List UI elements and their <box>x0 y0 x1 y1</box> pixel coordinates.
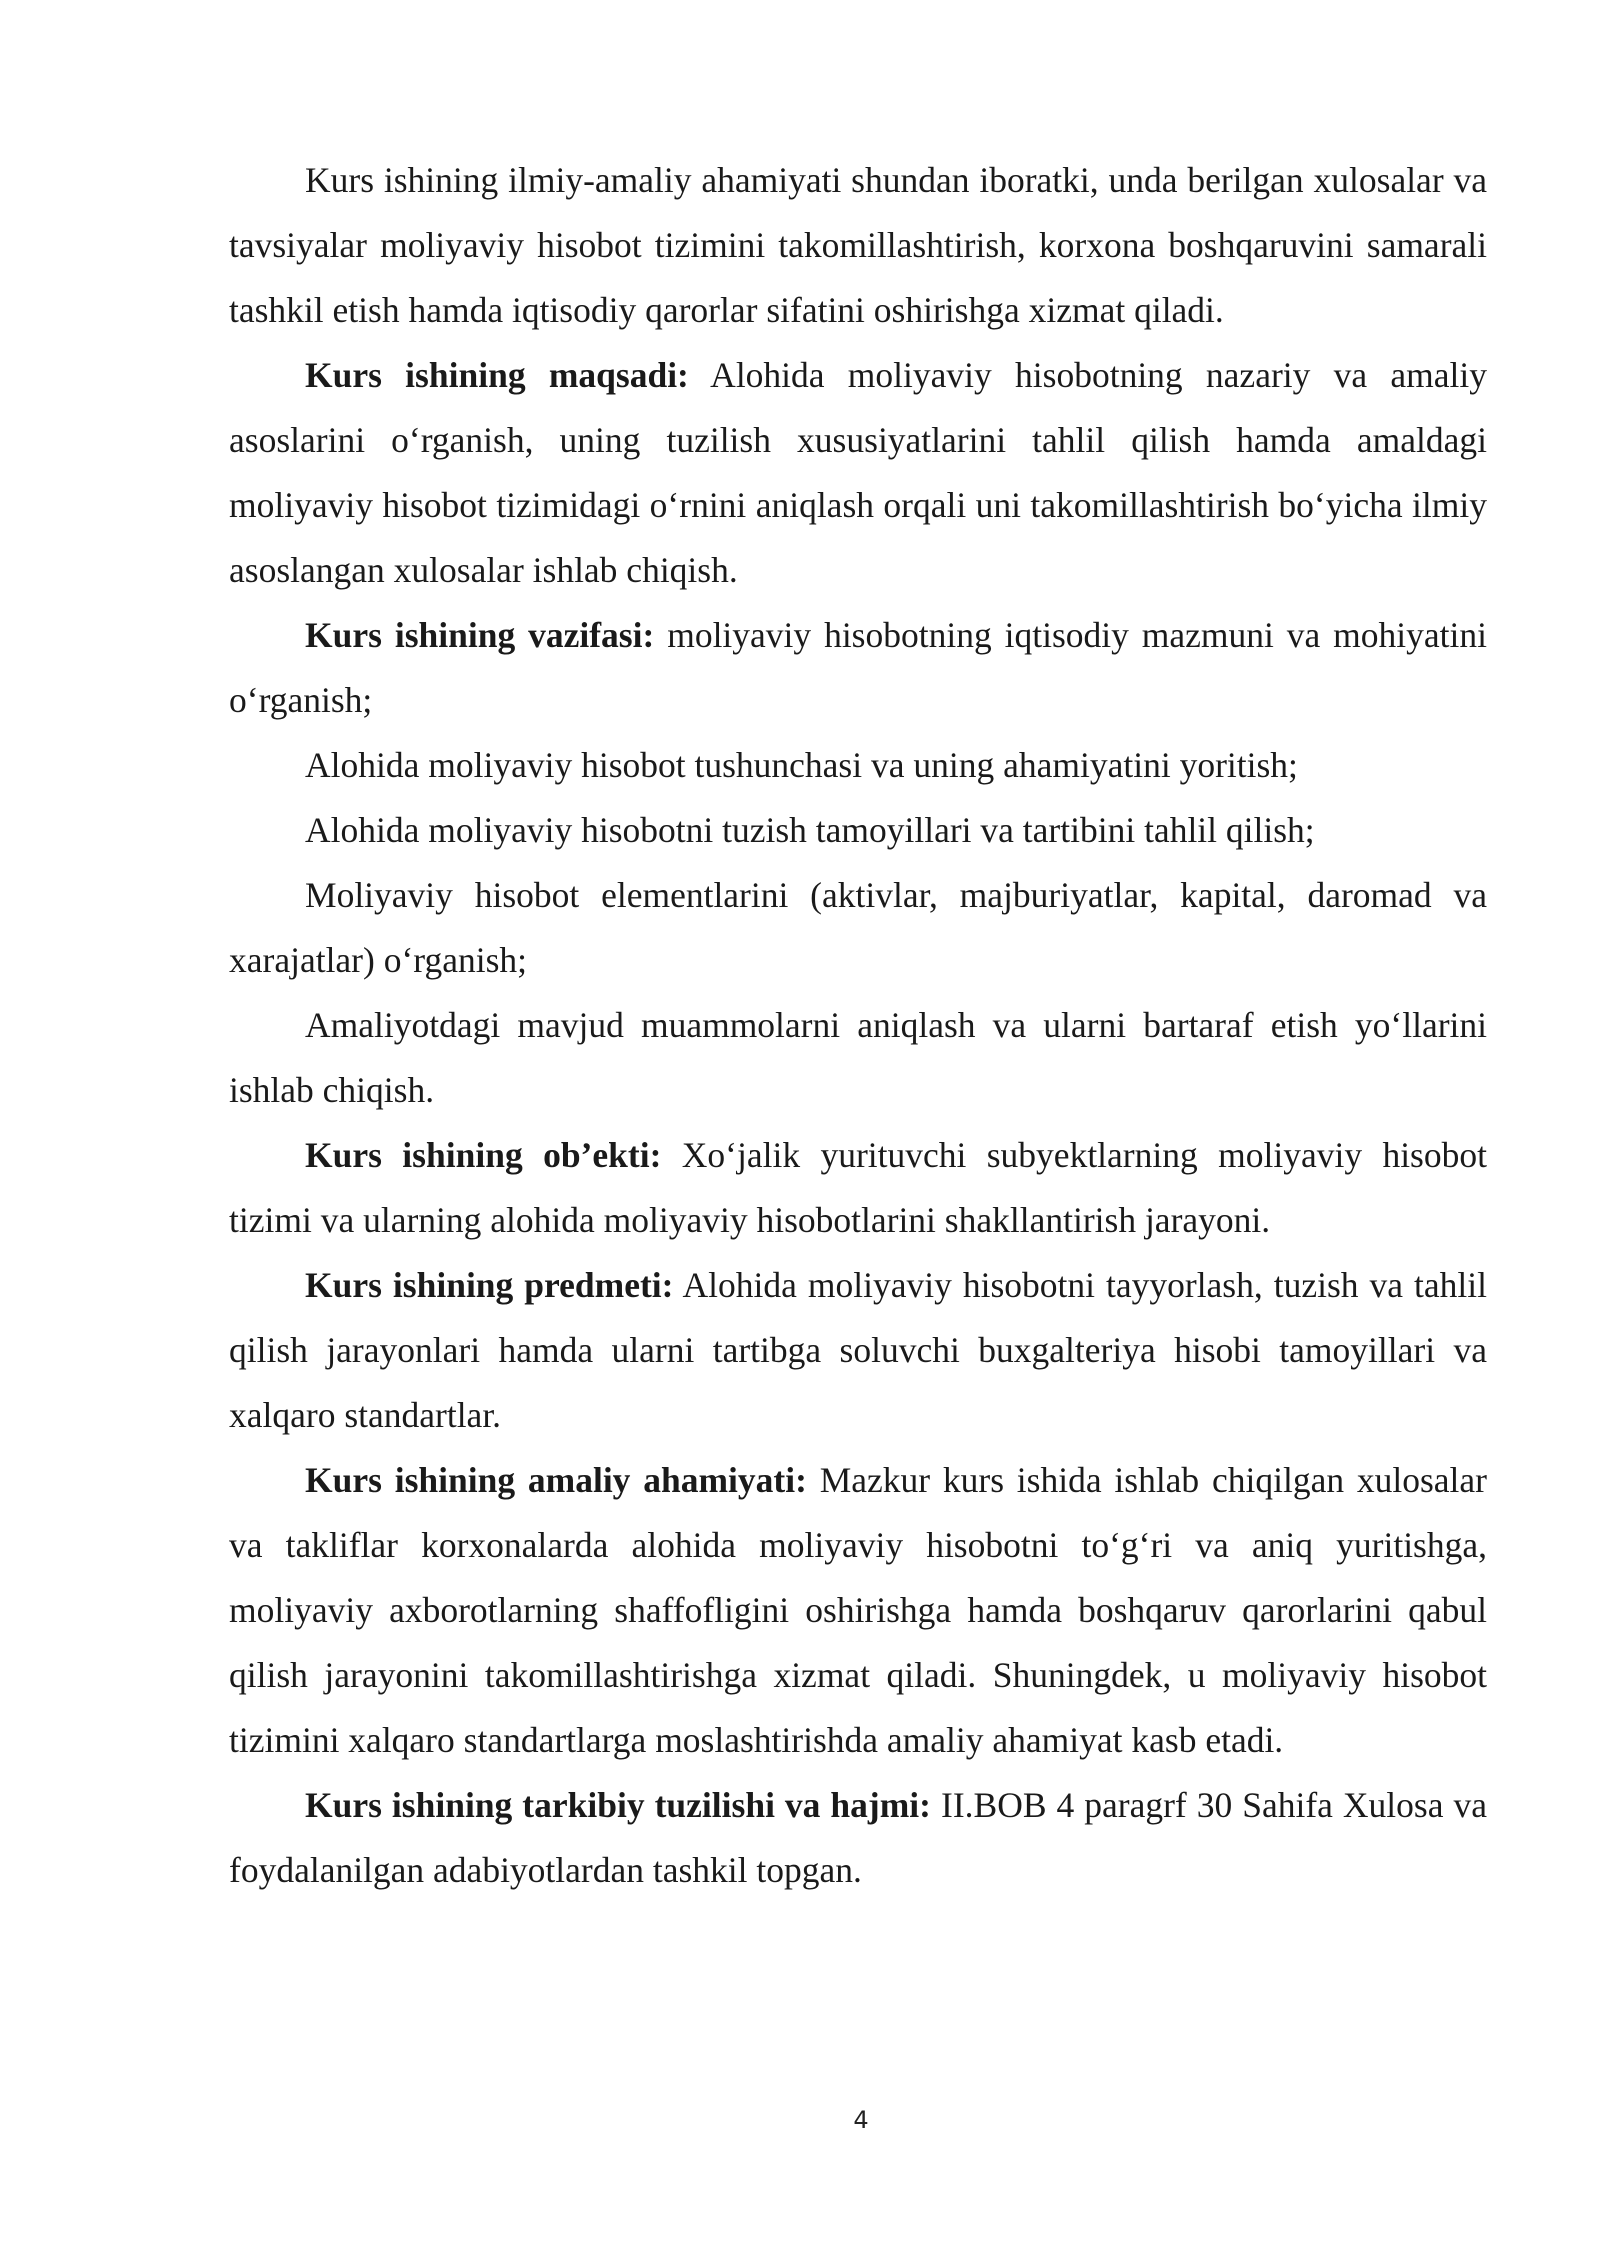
paragraph-heading: Kurs ishining maqsadi: <box>305 355 689 395</box>
paragraph-heading: Kurs ishining ob’ekti: <box>305 1135 662 1175</box>
paragraph-text: moliyaviy hisobotning iqtisodiy mazmuni va mohiyatini o‘rganish; <box>229 615 1488 720</box>
paragraph-subject <box>229 1253 1487 1448</box>
paragraph-scientific-significance <box>229 148 1487 343</box>
paragraph-goal <box>229 343 1487 603</box>
paragraph-text: Xo‘jalik yurituvchi subyektlarning moliyaviy hisobot tizimi va ularning alohida moliyaviy hisobotlarini shakllantirish jarayoni. <box>229 1135 1487 1240</box>
paragraph-text: Alohida moliyaviy hisobotni tuzish tamoyillari va tartibini tahlil qilish; <box>305 810 1315 850</box>
paragraph-text: Alohida moliyaviy hisobot tushunchasi va uning ahamiyatini yoritish; <box>305 745 1298 785</box>
paragraph-practical-significance <box>229 1448 1487 1773</box>
paragraph-text: Amaliyotdagi mavjud muammolarni aniqlash va ularni bartaraf etish yo‘llarini ishlab chiqish. <box>229 1005 1487 1110</box>
paragraph-heading: Kurs ishining vazifasi: <box>305 615 655 655</box>
document-body <box>229 148 1487 1903</box>
paragraph-heading: Kurs ishining predmeti: <box>305 1265 674 1305</box>
paragraph-object <box>229 1123 1487 1253</box>
paragraph-task-item <box>229 863 1487 993</box>
paragraph-text: Alohida moliyaviy hisobotning nazariy va amaliy asoslarini o‘rganish, uning tuzilish xususiyatlarini tahlil qilish hamda amaldagi moliyaviy hisobot tizimidagi o‘rnini aniqlash orqali uni takomillashtirish bo‘yicha ilmiy asoslangan xulosalar ishlab chiqish. <box>229 355 1488 590</box>
paragraph-text: Moliyaviy hisobot elementlarini (aktivlar, majburiyatlar, kapital, daromad va xarajatlar) o‘rganish; <box>229 875 1487 980</box>
paragraph-heading: Kurs ishining tarkibiy tuzilishi va hajmi: <box>305 1785 931 1825</box>
paragraph-structure <box>229 1773 1487 1903</box>
paragraph-task-item <box>229 733 1487 798</box>
paragraph-task-item <box>229 993 1487 1123</box>
paragraph-text: Alohida moliyaviy hisobotni tayyorlash, tuzish va tahlil qilish jarayonlari hamda ularni tartibga soluvchi buxgalteriya hisobi tamoyillari va xalqaro standartlar. <box>229 1265 1487 1435</box>
paragraph-task-item <box>229 798 1487 863</box>
paragraph-tasks <box>229 603 1487 733</box>
paragraph-text: II.BOB 4 paragrf 30 Sahifa Xulosa va foydalanilgan adabiyotlardan tashkil topgan. <box>229 1785 1487 1890</box>
paragraph-text: Mazkur kurs ishida ishlab chiqilgan xulosalar va takliflar korxonalarda alohida moliyaviy hisobotni to‘g‘ri va aniq yuritishga, moliyaviy axborotlarning shaffofligini oshirishga hamda boshqaruv qarorlarini qabul qilish jarayonini takomillashtirishga xizmat qiladi. Shuningdek, u moliyaviy hisobot tizimini xalqaro standartlarga moslashtirishda amaliy ahamiyat kasb etadi. <box>229 1460 1487 1760</box>
paragraph-text: Kurs ishining ilmiy-amaliy ahamiyati shundan iboratki, unda berilgan xulosalar va tavsiyalar moliyaviy hisobot tizimini takomillashtirish, korxona boshqaruvini samarali tashkil etish hamda iqtisodiy qarorlar sifatini oshirishga xizmat qiladi. <box>229 160 1487 330</box>
paragraph-heading: Kurs ishining amaliy ahamiyati: <box>305 1460 807 1500</box>
page-number: 4 <box>853 2106 869 2134</box>
